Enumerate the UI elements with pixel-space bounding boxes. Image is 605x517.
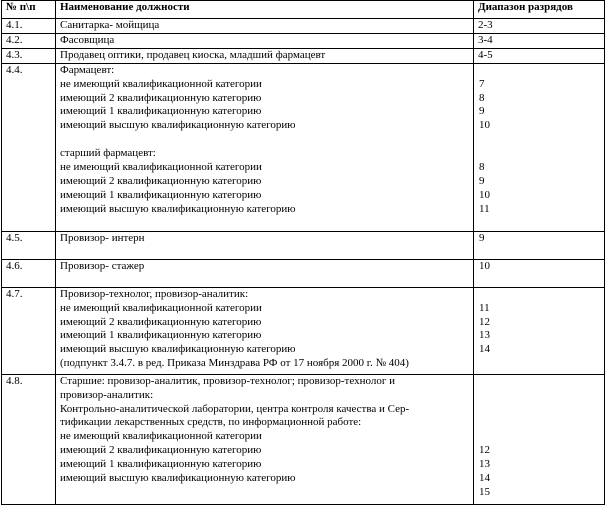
category-label: не имеющий квалификационной категории [60,430,262,443]
category-range: 9 [479,105,485,118]
row-num: 4.5. [2,231,56,259]
category-label: не имеющий квалификационной категории [60,301,262,314]
category-label: имеющий 2 квалификационную категорию [60,91,262,104]
row-num: 4.3. [2,48,56,63]
category-label: не имеющий квалификационной категории [60,161,262,174]
group-title: тификации лекарственных средств, по информационной работе: [60,416,362,429]
row-range [474,287,605,374]
category-label: имеющий высшую квалификационную категорию [60,119,296,132]
category-label: имеющий 2 квалификационную категорию [60,444,262,457]
category-label: имеющий 1 квалификационную категорию [60,188,262,201]
category-label: имеющий 1 квалификационную категорию [60,329,262,342]
category-range: 14 [479,343,490,356]
category-label: имеющий высшую квалификационную категорию [60,202,296,215]
group-title: Провизор-технолог, провизор-аналитик: [60,287,249,300]
category-range: 8 [479,91,485,104]
category-range: 12 [479,315,490,328]
row-range [474,374,605,504]
table-row [2,231,605,259]
category-range: 7 [479,77,485,90]
table-row [2,287,605,374]
table-header-row [2,1,605,19]
category-range: 11 [479,301,490,314]
row-num: 4.7. [2,287,56,374]
row-range [474,63,605,231]
category-label: имеющий 2 квалификационную категорию [60,174,262,187]
category-range: 13 [479,458,490,471]
table-row [2,33,605,48]
category-range: 10 [479,119,490,132]
row-name [56,63,474,231]
row-range [474,259,605,287]
category-label: имеющий высшую квалификационную категорию [60,343,296,356]
category-range: 13 [479,329,490,342]
row-name: Санитарка- мойщица [56,19,474,34]
category-label: имеющий 1 квалификационную категорию [60,458,262,471]
row-num: 4.8. [2,374,56,504]
row-range: 4-5 [474,48,605,63]
header-range: Диапазон разрядов [474,1,605,19]
row-name [56,259,474,287]
table-row [2,259,605,287]
row-num: 4.2. [2,33,56,48]
amendment-note: (подпункт 3.4.7. в ред. Приказа Минздрава РФ от 17 ноября 2000 г. № 404) [60,357,409,370]
row-range: 2-3 [474,19,605,34]
row-name: Фасовщица [56,33,474,48]
category-range: 9 [479,174,485,187]
group-title: провизор-аналитик: [60,388,154,401]
position-range: 10 [479,259,490,272]
row-name [56,374,474,504]
category-range: 11 [479,202,490,215]
category-label: не имеющий квалификационной категории [60,77,262,90]
category-range: 14 [479,471,490,484]
row-name [56,287,474,374]
header-name: Наименование должности [56,1,474,19]
table-row [2,374,605,504]
header-num: № п\п [2,1,56,19]
category-range: 12 [479,444,490,457]
category-label: имеющий высшую квалификационную категорию [60,472,296,485]
table-row [2,63,605,231]
category-label: имеющий 2 квалификационную категорию [60,315,262,328]
row-range: 3-4 [474,33,605,48]
group-title: старший фармацевт: [60,147,156,160]
row-num: 4.1. [2,19,56,34]
positions-table [1,0,605,505]
position-range: 9 [479,231,485,244]
position-name: Провизор- интерн [60,231,145,244]
row-name [56,231,474,259]
group-title: Фармацевт: [60,63,115,76]
group-title: Старшие: провизор-аналитик, провизор-технолог; провизор-технолог и [60,374,395,387]
table-row [2,48,605,63]
table-row [2,19,605,34]
row-num: 4.6. [2,259,56,287]
category-range: 8 [479,161,485,174]
row-range [474,231,605,259]
row-num: 4.4. [2,63,56,231]
group-title: Контрольно-аналитической лаборатории, центра контроля качества и Сер- [60,402,410,415]
category-label: имеющий 1 квалификационную категорию [60,105,262,118]
row-name: Продавец оптики, продавец киоска, младший фармацевт [56,48,474,63]
category-range: 15 [479,485,490,498]
category-range: 10 [479,188,490,201]
position-name: Провизор- стажер [60,259,145,272]
